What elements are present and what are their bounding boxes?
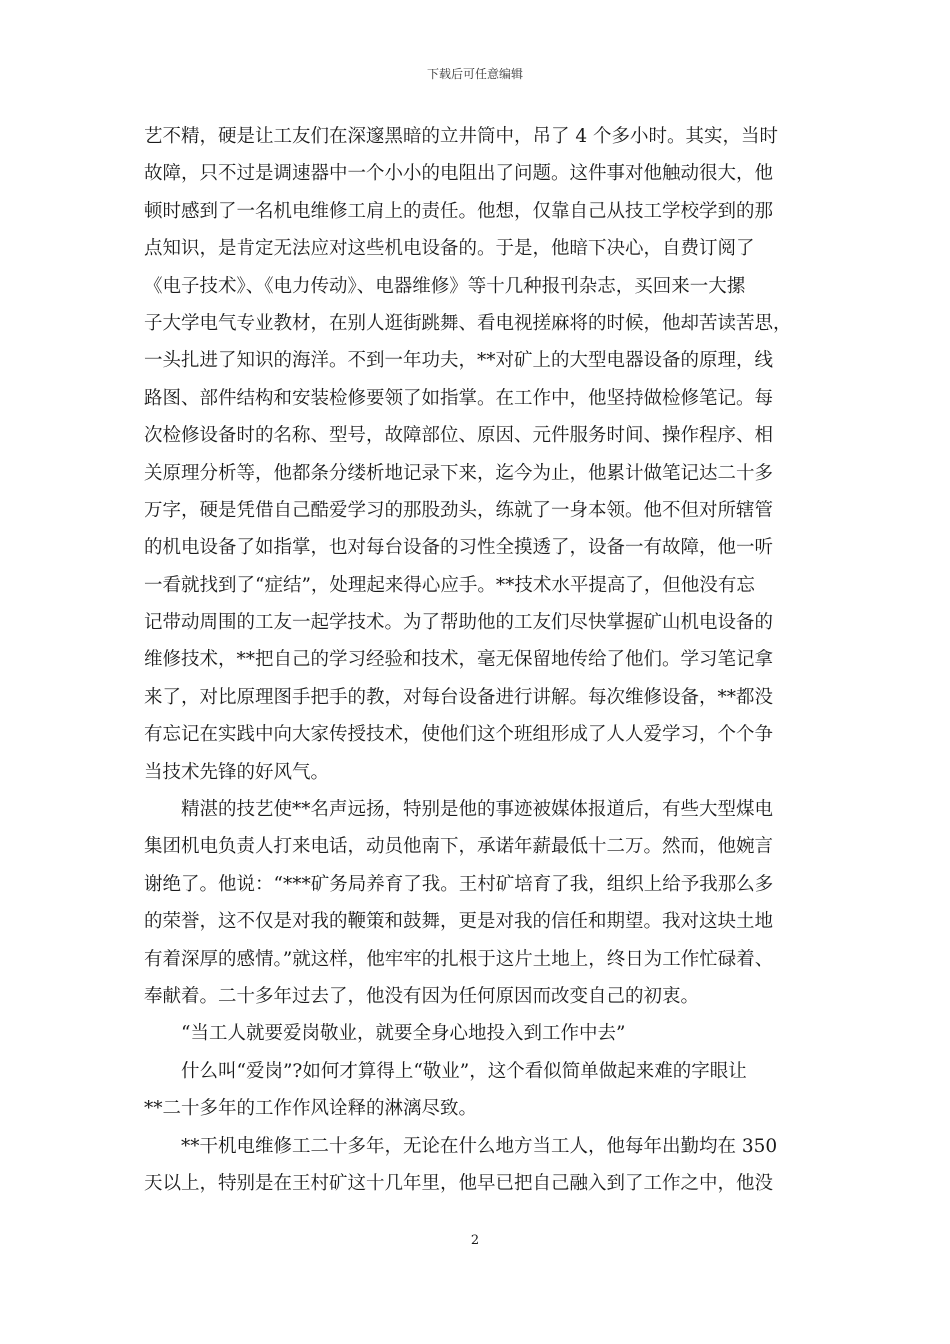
text-line: **二十多年的工作作风诠释的淋漓尽致。: [144, 1098, 478, 1120]
text-line: 有忘记在实践中向大家传授技术，使他们这个班组形成了人人爱学习，个个争: [144, 724, 774, 746]
section-heading-line: “当工人就要爱岗敬业，就要全身心地投入到工作中去”: [144, 1023, 626, 1045]
text-line: 一看就找到了“症结”，处理起来得心应手。**技术水平提高了，但他没有忘: [144, 574, 755, 596]
page-number: 2: [470, 1233, 480, 1248]
text-line: 记带动周围的工友一起学技术。为了帮助他的工友们尽快掌握矿山机电设备的: [144, 612, 774, 634]
text-line: 点知识，是肯定无法应对这些机电设备的。于是，他暗下决心，自费订阅了: [144, 238, 755, 260]
text-line: 精湛的技艺使**名声远扬，特别是他的事迹被媒体报道后，有些大型煤电: [144, 799, 774, 821]
text-line: 的机电设备了如指掌，也对每台设备的习性全摸透了，设备一有故障，他一听: [144, 537, 774, 559]
text-line: 《电子技术》、《电力传动》、电器维修》等十几种报刊杂志，买回来一大摞: [144, 275, 746, 297]
text-line: 艺不精，硬是让工友们在深邃黑暗的立井筒中，吊了 4 个多小时。其实，当时: [144, 126, 779, 147]
text-line: 故障，只不过是调速器中一个小小的电阻出了问题。这件事对他触动很大，他: [144, 163, 774, 185]
text-line: 一头扎进了知识的海洋。不到一年功夫，**对矿上的大型电器设备的原理，线: [144, 350, 774, 372]
text-line: 来了，对比原理图手把手的教，对每台设备进行讲解。每次维修设备，**都没: [144, 686, 774, 708]
text-line: 次检修设备时的名称、型号，故障部位、原因、元件服务时间、操作程序、相: [144, 425, 774, 447]
text-line: 天以上，特别是在王村矿这十几年里，他早已把自己融入到了工作之中，他没: [144, 1172, 774, 1194]
text-line: **干机电维修工二十多年，无论在什么地方当工人，他每年出勤均在 350: [144, 1135, 778, 1157]
text-line: 万字，硬是凭借自己酷爱学习的那股劲头，练就了一身本领。他不但对所辖管: [144, 499, 774, 521]
text-line: 有着深厚的感情。”就这样，他牢牢的扎根于这片土地上，终日为工作忙碌着、: [144, 948, 774, 970]
text-line: 什么叫“爱岗”?如何才算得上“敬业”，这个看似简单做起来难的字眼让: [144, 1060, 747, 1082]
text-line: 谢绝了。他说：“***矿务局养育了我。王村矿培育了我，组织上给予我那么多: [144, 873, 774, 895]
text-line: 关原理分析等，他都条分缕析地记录下来，迄今为止，他累计做笔记达二十多: [144, 462, 774, 484]
text-line: 奉献着。二十多年过去了，他没有因为任何原因而改变自己的初衷。: [144, 985, 700, 1007]
text-line: 子大学电气专业教材，在别人逛街跳舞、看电视搓麻将的时候，他却苦读苦思，: [144, 312, 792, 334]
text-line: 顿时感到了一名机电维修工肩上的责任。他想，仅靠自己从技工学校学到的那: [144, 200, 774, 222]
text-line: 的荣誉，这不仅是对我的鞭策和鼓舞，更是对我的信任和期望。我对这块土地: [144, 911, 774, 933]
text-line: 集团机电负责人打来电话，动员他南下，承诺年薪最低十二万。然而，他婉言: [144, 836, 774, 858]
text-line: 维修技术，**把自己的学习经验和技术，毫无保留地传给了他们。学习笔记拿: [144, 649, 774, 671]
text-line: 路图、部件结构和安装检修要领了如指掌。在工作中，他坚持做检修笔记。每: [144, 387, 774, 409]
text-line: 当技术先锋的好风气。: [144, 761, 330, 783]
page-header: 下载后可任意编辑: [426, 67, 523, 81]
document-body: [144, 118, 808, 1202]
